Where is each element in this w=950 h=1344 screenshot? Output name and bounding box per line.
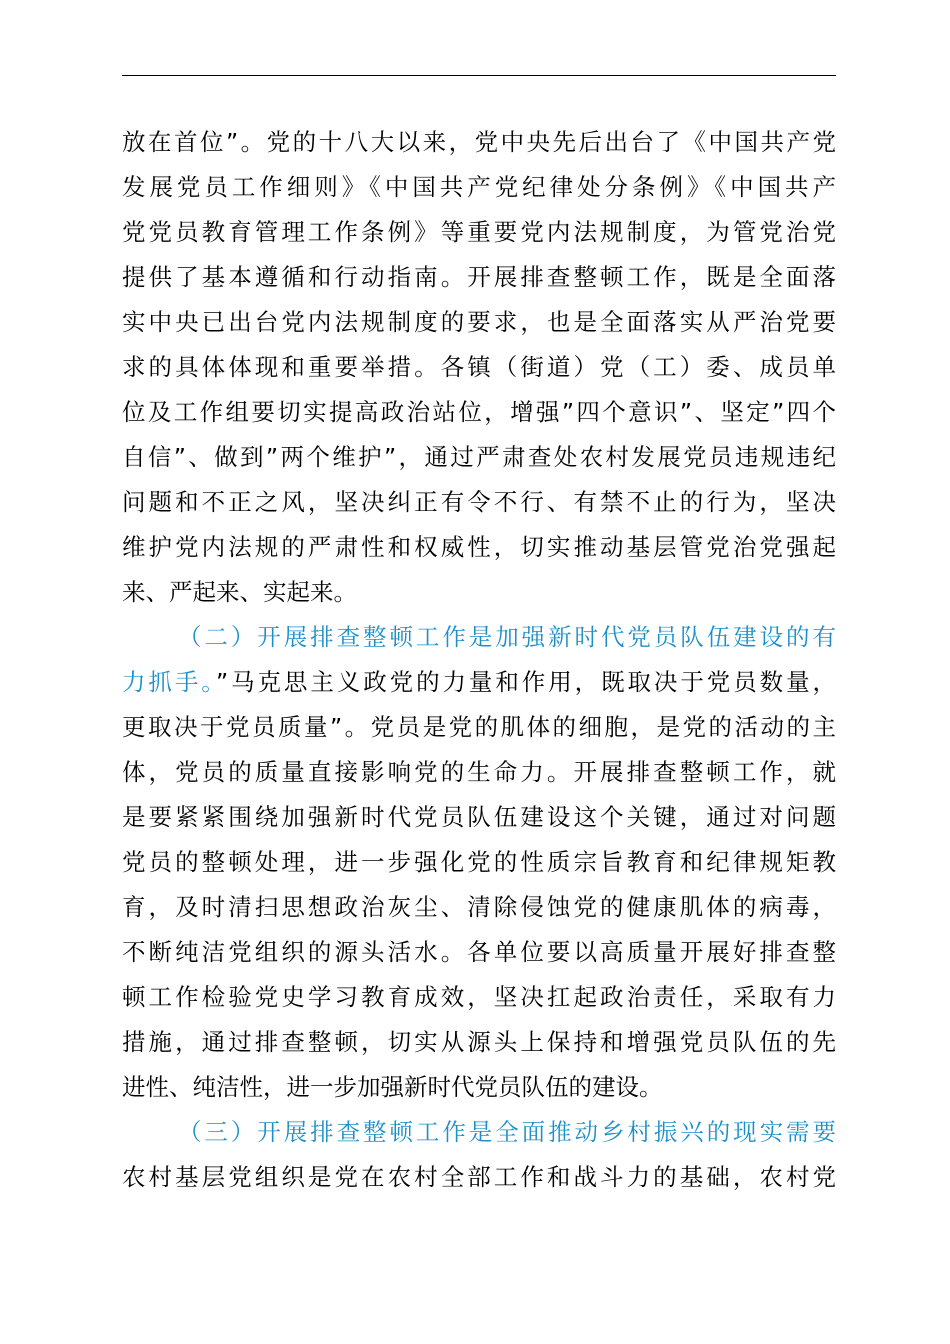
text-line (122, 660, 836, 705)
paragraph-3 (122, 1110, 836, 1200)
header-rule (122, 75, 836, 76)
text-line: 位及工作组要切实提高政治站位，增强”四个意识”、坚定”四个 (122, 398, 836, 426)
paragraph-1 (122, 120, 836, 615)
text-line: 农村基层党组织是党在农村全部工作和战斗力的基础，农村党 (122, 1163, 836, 1191)
text-line: 问题和不正之风，坚决纠正有令不行、有禁不止的行为，坚决 (122, 488, 836, 516)
text-line: 实中央已出台党内法规制度的要求，也是全面落实从严治党要 (122, 308, 836, 336)
text-line: 育，及时清扫思想政治灰尘、清除侵蚀党的健康肌体的病毒， (122, 893, 836, 921)
text-line: 来、严起来、实起来。 (122, 578, 357, 606)
text-line: 自信”、做到”两个维护”，通过严肃查处农村发展党员违规违纪 (122, 443, 836, 471)
text-span: ”马克思主义政党的力量和作用，既取决于党员数量， (215, 668, 836, 696)
text-line: 措施，通过排查整顿，切实从源头上保持和增强党员队伍的先 (122, 1028, 836, 1056)
text-line: 体，党员的质量直接影响党的生命力。开展排查整顿工作，就 (122, 758, 836, 786)
text-line: 党员的整顿处理，进一步强化党的性质宗旨教育和纪律规矩教 (122, 848, 836, 876)
text-line: 顿工作检验党史学习教育成效，坚决扛起政治责任，采取有力 (122, 983, 836, 1011)
text-line: 维护党内法规的严肃性和权威性，切实推动基层管党治党强起 (122, 533, 836, 561)
text-line: 提供了基本遵循和行动指南。开展排查整顿工作，既是全面落 (122, 263, 836, 291)
text-line: 发展党员工作细则》《中国共产党纪律处分条例》《中国共产 (122, 173, 836, 201)
paragraph-2 (122, 615, 836, 1110)
text-line: 是要紧紧围绕加强新时代党员队伍建设这个关键，通过对问题 (122, 803, 836, 831)
section-heading-continuation: 力抓手。 (122, 668, 216, 696)
text-line: 更取决于党员质量”。党员是党的肌体的细胞，是党的活动的主 (122, 713, 836, 741)
text-line: 进性、纯洁性，进一步加强新时代党员队伍的建设。 (122, 1073, 663, 1101)
text-line: 党党员教育管理工作条例》等重要党内法规制度，为管党治党 (122, 218, 836, 246)
document-body (122, 120, 836, 1200)
text-line: 放在首位”。党的十八大以来，党中央先后出台了《中国共产党 (122, 128, 836, 156)
section-heading: （二）开展排查整顿工作是加强新时代党员队伍建设的有 (178, 623, 836, 651)
text-line: 求的具体体现和重要举措。各镇（街道）党（工）委、成员单 (122, 353, 836, 381)
text-line: 不断纯洁党组织的源头活水。各单位要以高质量开展好排查整 (122, 938, 836, 966)
section-heading: （三）开展排查整顿工作是全面推动乡村振兴的现实需要 (178, 1118, 836, 1146)
